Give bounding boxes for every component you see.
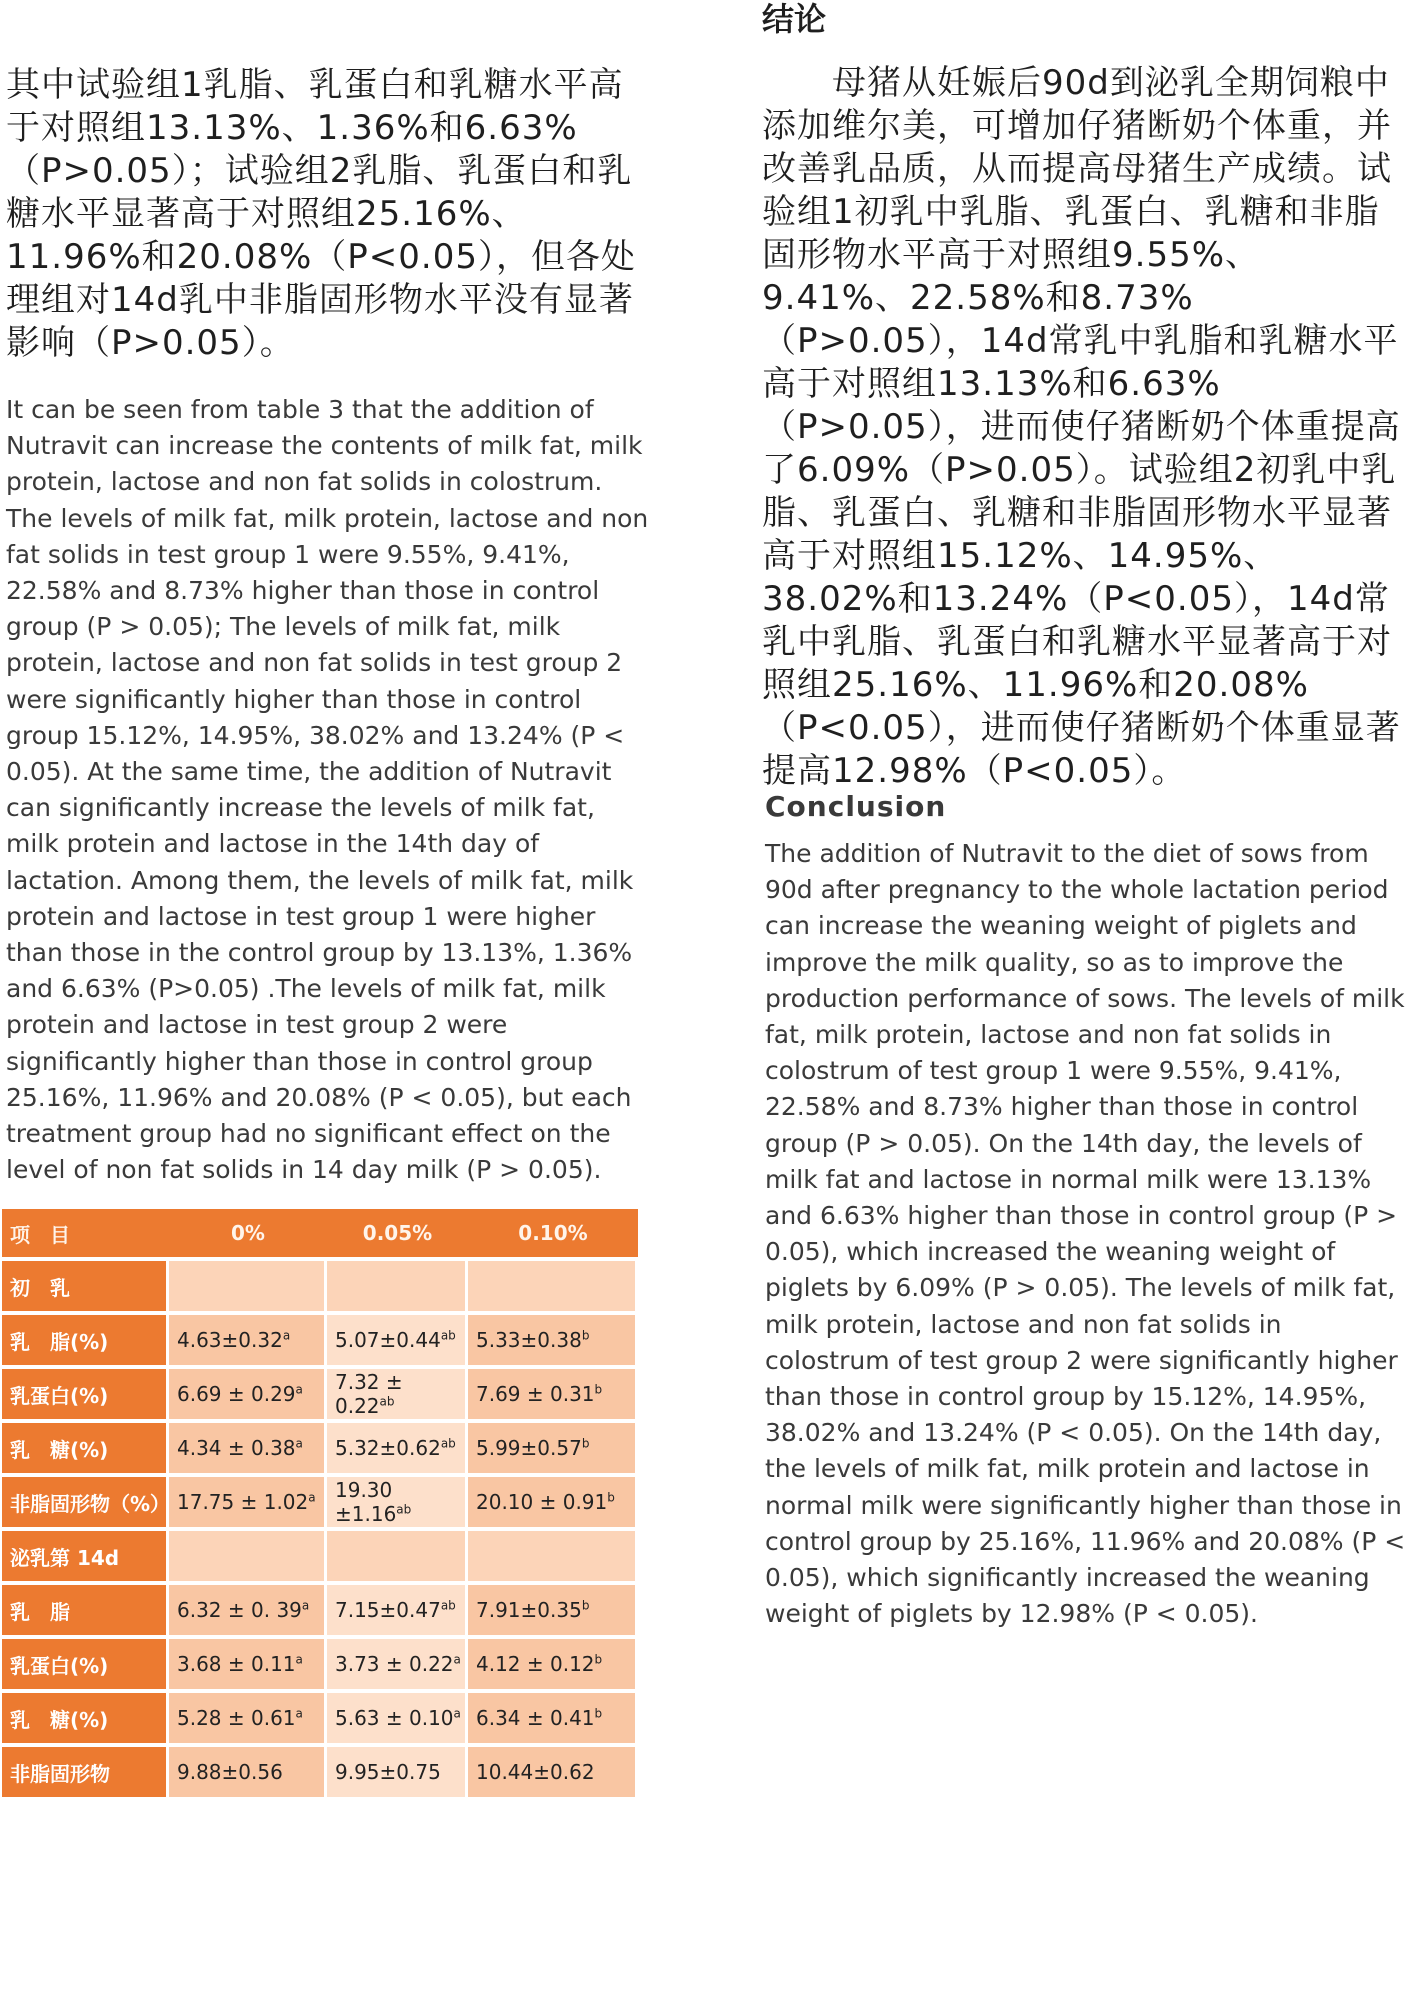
table-row	[2, 1531, 638, 1581]
significance-letter: a	[295, 1382, 303, 1397]
cell-number: 19.30 ±1.16	[335, 1478, 397, 1526]
significance-letter: b	[607, 1490, 615, 1505]
cell-number: 7.15±0.47	[335, 1598, 441, 1622]
cell-value	[327, 1261, 468, 1311]
significance-letter: b	[594, 1652, 603, 1667]
cell-number: 9.88±0.56	[177, 1760, 283, 1784]
table-header-item: 项 目	[2, 1209, 169, 1257]
row-label: 乳蛋白(%)	[2, 1639, 169, 1689]
row-label: 乳 糖(%)	[2, 1423, 169, 1473]
cell-value	[169, 1639, 327, 1689]
conclusion-zh-heading: 结论	[762, 0, 827, 38]
cell-value	[169, 1693, 327, 1743]
table-row	[2, 1423, 638, 1473]
cell-number: 5.28 ± 0.61	[177, 1706, 296, 1730]
conclusion-en-paragraph: The addition of Nutravit to the diet of sows from 90d after pregnancy to the whole lactation period can increase the weaning weight of piglets and improve the milk quality, so as to improve the production performance of sows. The levels of milk fat, milk protein, lactose and non fat solids in colostrum of test group 1 were 9.55%, 9.41%, 22.58% and 8.73% higher than those in control group (P > 0.05). On the 14th day, the levels of milk fat and lactose in normal milk were 13.13% and 6.63% higher than those in control group (P > 0.05), which increased the weaning weight of piglets by 6.09% (P > 0.05). The levels of milk fat, milk protein, lactose and non fat solids in colostrum of test group 2 were significantly higher than those in control group by 15.12%, 14.95%, 38.02% and 13.24% (P < 0.05). On the 14th day, the levels of milk fat, milk protein and lactose in normal milk were significantly higher than those in control group by 25.16%, 11.96% and 20.08% (P < 0.05), which significantly increased the weaning weight of piglets by 12.98% (P < 0.05).	[765, 839, 1406, 1629]
cell-number: 6.69 ± 0.29	[177, 1382, 296, 1406]
table-row	[2, 1639, 638, 1689]
cell-value	[468, 1747, 638, 1797]
cell-value	[169, 1531, 327, 1581]
results-zh-paragraph: 其中试验组1乳脂、乳蛋白和乳糖水平高于对照组13.13%、1.36%和6.63%（P>0.05）；试验组2乳脂、乳蛋白和乳糖水平显著高于对照组25.16%、11.96%和20.08%（P<0.05），但各处理组对14d乳中非脂固形物水平没有显著影响（P>0.05）。	[6, 65, 636, 363]
table-row	[2, 1693, 638, 1743]
cell-value	[468, 1639, 638, 1689]
cell-number: 5.63 ± 0.10	[335, 1706, 454, 1730]
table-row	[2, 1585, 638, 1635]
cell-number: 10.44±0.62	[476, 1760, 595, 1784]
row-label: 乳 糖(%)	[2, 1693, 169, 1743]
cell-value	[327, 1747, 468, 1797]
cell-number: 5.32±0.62	[335, 1436, 441, 1460]
cell-value	[468, 1423, 638, 1473]
row-label: 乳蛋白(%)	[2, 1369, 169, 1419]
cell-number: 4.63±0.32	[177, 1328, 283, 1352]
cell-value	[468, 1315, 638, 1365]
cell-value	[468, 1693, 638, 1743]
cell-value	[169, 1747, 327, 1797]
cell-number: 20.10 ± 0.91	[476, 1490, 608, 1514]
row-label: 初 乳	[2, 1261, 169, 1311]
row-label: 乳 脂(%)	[2, 1315, 169, 1365]
row-label: 非脂固形物（%）	[2, 1477, 169, 1527]
significance-letter: ab	[379, 1394, 395, 1409]
cell-value	[327, 1315, 468, 1365]
cell-value	[169, 1315, 327, 1365]
cell-value	[327, 1423, 468, 1473]
cell-number: 4.12 ± 0.12	[476, 1652, 595, 1676]
table-body	[2, 1261, 638, 1797]
significance-letter: b	[581, 1436, 590, 1451]
conclusion-en-heading: Conclusion	[765, 790, 947, 823]
significance-letter: a	[295, 1436, 303, 1451]
cell-number: 7.69 ± 0.31	[476, 1382, 595, 1406]
cell-value	[468, 1477, 638, 1527]
cell-number: 5.99±0.57	[476, 1436, 582, 1460]
cell-value	[468, 1261, 638, 1311]
significance-letter: b	[594, 1382, 603, 1397]
significance-letter: ab	[440, 1436, 456, 1451]
row-label: 泌乳第 14d	[2, 1531, 169, 1581]
cell-value	[468, 1585, 638, 1635]
row-label: 乳 脂	[2, 1585, 169, 1635]
table-header-005pct: 0.05%	[327, 1209, 468, 1257]
table-header-010pct: 0.10%	[468, 1209, 638, 1257]
significance-letter: b	[594, 1706, 603, 1721]
significance-letter: ab	[440, 1328, 456, 1343]
table-header-0pct: 0%	[169, 1209, 327, 1257]
cell-number: 5.33±0.38	[476, 1328, 582, 1352]
cell-number: 6.34 ± 0.41	[476, 1706, 595, 1730]
cell-value	[327, 1639, 468, 1689]
significance-letter: b	[581, 1598, 590, 1613]
significance-letter: a	[295, 1706, 303, 1721]
milk-composition-table	[2, 1205, 638, 1801]
cell-number: 7.32 ± 0.22	[335, 1370, 403, 1418]
cell-number: 7.91±0.35	[476, 1598, 582, 1622]
results-en-paragraph: It can be seen from table 3 that the addition of Nutravit can increase the contents of milk fat, milk protein, lactose and non fat solids in colostrum. The levels of milk fat, milk protein, lactose and non fat solids in test group 1 were 9.55%, 9.41%, 22.58% and 8.73% higher than those in control group (P > 0.05); The levels of milk fat, milk protein, lactose and non fat solids in test group 2 were significantly higher than those in control group 15.12%, 14.95%, 38.02% and 13.24% (P < 0.05). At the same time, the addition of Nutravit can significantly increase the levels of milk fat, milk protein and lactose in the 14th day of lactation. Among them, the levels of milk fat, milk protein and lactose in test group 1 were higher than those in the control group by 13.13%, 1.36% and 6.63% (P>0.05) .The levels of milk fat, milk protein and lactose in test group 2 were significantly higher than those in control group 25.16%, 11.96% and 20.08% (P < 0.05), but each treatment group had no significant effect on the level of non fat solids in 14 day milk (P > 0.05).	[6, 395, 649, 1185]
significance-letter: ab	[440, 1598, 456, 1613]
significance-letter: a	[282, 1328, 291, 1343]
cell-value	[468, 1531, 638, 1581]
cell-value	[327, 1585, 468, 1635]
significance-letter: ab	[396, 1502, 412, 1517]
cell-number: 6.32 ± 0. 39	[177, 1598, 302, 1622]
cell-number: 3.73 ± 0.22	[335, 1652, 454, 1676]
cell-value	[327, 1531, 468, 1581]
table-row	[2, 1315, 638, 1365]
table-row	[2, 1261, 638, 1311]
row-label: 非脂固形物	[2, 1747, 169, 1797]
cell-value	[327, 1477, 468, 1527]
significance-letter: a	[308, 1490, 316, 1505]
significance-letter: a	[453, 1652, 461, 1667]
cell-number: 5.07±0.44	[335, 1328, 441, 1352]
table-row	[2, 1747, 638, 1797]
cell-value	[327, 1369, 468, 1419]
cell-value	[468, 1369, 638, 1419]
cell-value	[169, 1369, 327, 1419]
significance-letter: a	[301, 1598, 310, 1613]
conclusion-zh-paragraph: 母猪从妊娠后90d到泌乳全期饲粮中添加维尔美，可增加仔猪断奶个体重，并改善乳品质，从而提高母猪生产成绩。试验组1初乳中乳脂、乳蛋白、乳糖和非脂固形物水平高于对照组9.55%、9.41%、22.58%和8.73%（P>0.05），14d常乳中乳脂和乳糖水平高于对照组13.13%和6.63%（P>0.05），进而使仔猪断奶个体重提高了6.09%（P>0.05）。试验组2初乳中乳脂、乳蛋白、乳糖和非脂固形物水平显著高于对照组15.12%、14.95%、38.02%和13.24%（P<0.05），14d常乳中乳脂、乳蛋白和乳糖水平显著高于对照组25.16%、11.96%和20.08%（P<0.05），进而使仔猪断奶个体重显著提高12.98%（P<0.05）。	[762, 63, 1401, 791]
cell-number: 3.68 ± 0.11	[177, 1652, 296, 1676]
cell-value	[169, 1423, 327, 1473]
significance-letter: a	[453, 1706, 461, 1721]
cell-value	[169, 1477, 327, 1527]
cell-number: 17.75 ± 1.02	[177, 1490, 309, 1514]
cell-number: 4.34 ± 0.38	[177, 1436, 296, 1460]
table-row	[2, 1369, 638, 1419]
cell-value	[169, 1585, 327, 1635]
significance-letter: a	[295, 1652, 303, 1667]
cell-number: 9.95±0.75	[335, 1760, 441, 1784]
cell-value	[327, 1693, 468, 1743]
table-header-row	[2, 1209, 638, 1257]
cell-value	[169, 1261, 327, 1311]
table-row	[2, 1477, 638, 1527]
significance-letter: b	[581, 1328, 590, 1343]
